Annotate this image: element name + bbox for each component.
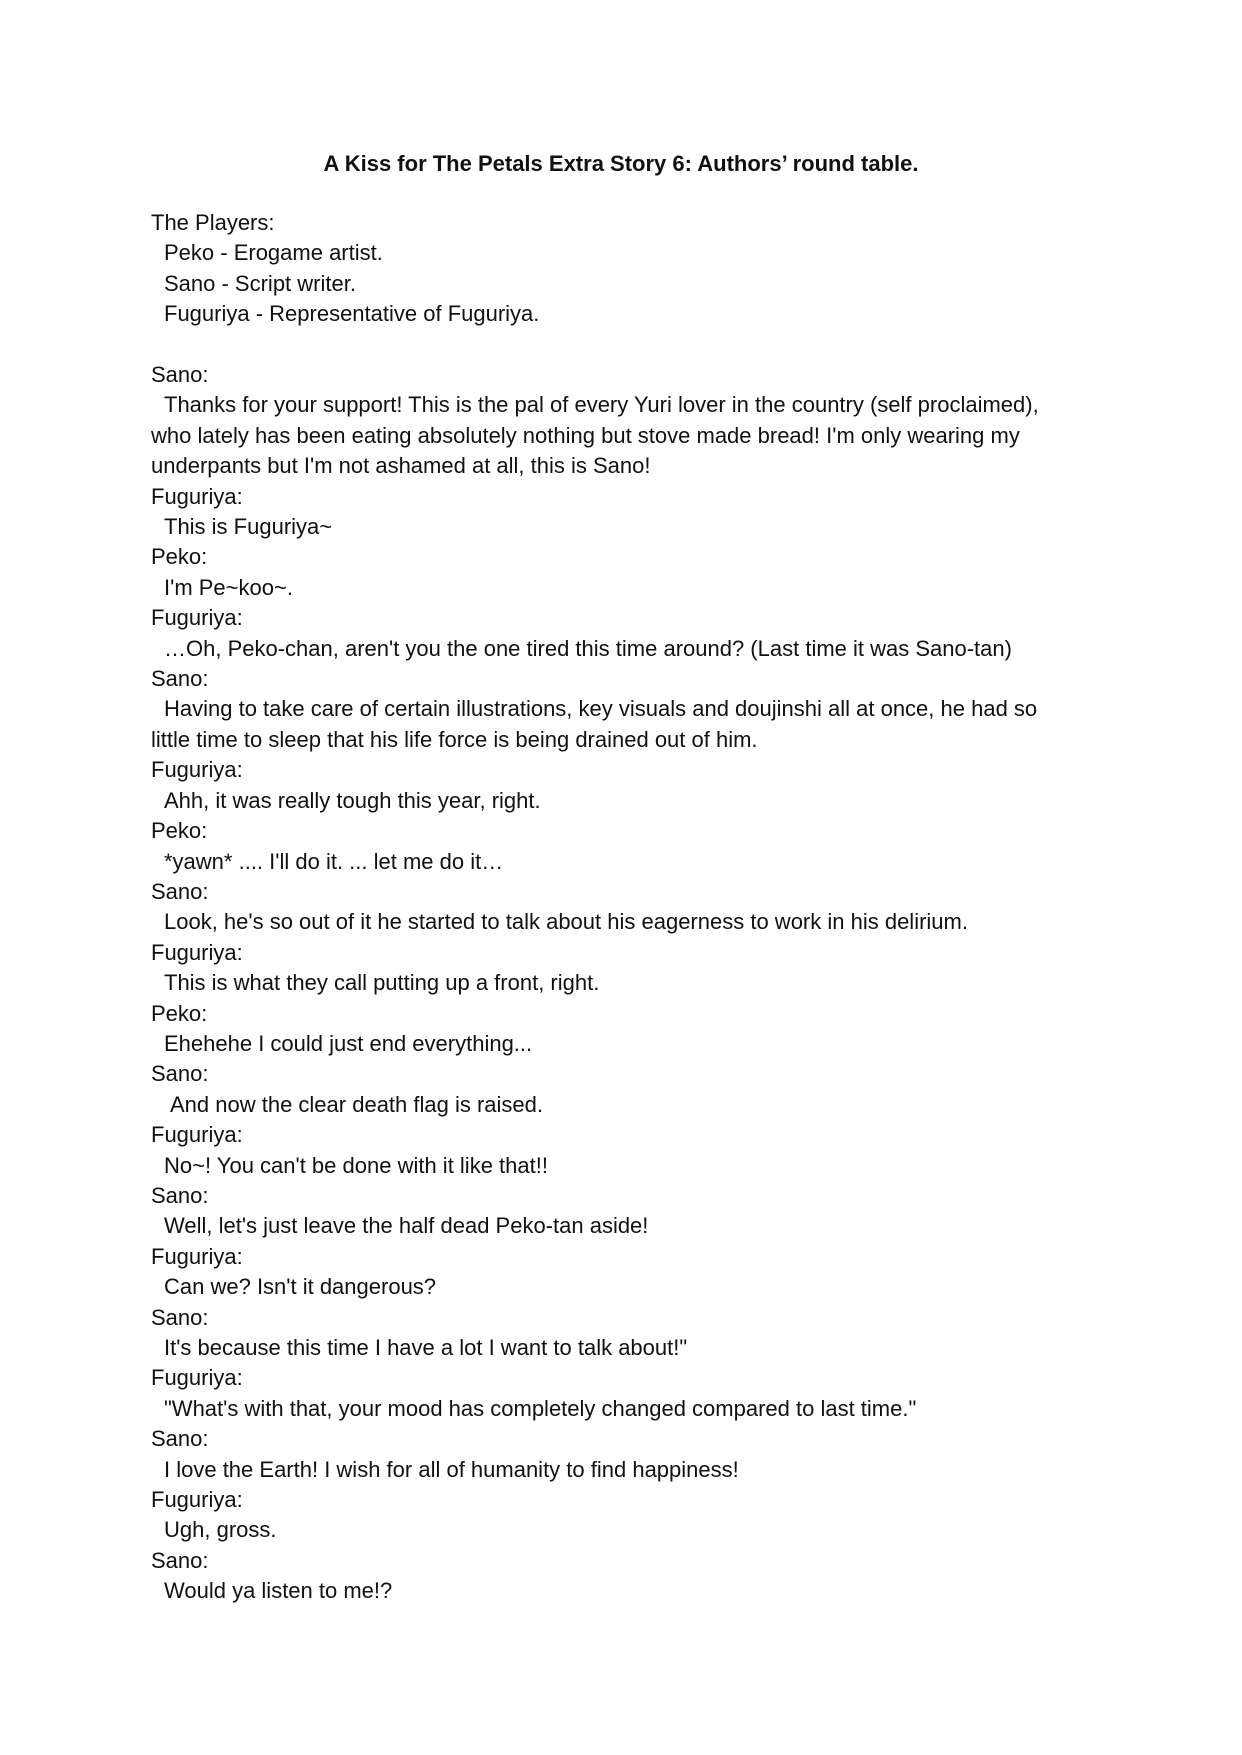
speaker-name: Sano:: [151, 1547, 209, 1573]
speaker-name: Fuguriya:: [151, 1122, 243, 1148]
speaker-name: Fuguriya:: [151, 605, 243, 631]
dialogue-line: I'm Pe~koo~.: [164, 574, 293, 600]
page-title: A Kiss for The Petals Extra Story 6: Authors’ round table.: [323, 151, 919, 176]
dialogue-section: [151, 360, 1101, 1607]
speaker-name: Sano:: [151, 1182, 209, 1208]
dialogue-line: Ugh, gross.: [164, 1517, 277, 1543]
speaker-name: Sano:: [151, 1426, 209, 1452]
player-entry: Fuguriya - Representative of Fuguriya.: [164, 301, 540, 327]
dialogue-line: little time to sleep that his life force is being drained out of him.: [151, 726, 758, 752]
speaker-name: Sano:: [151, 362, 209, 388]
dialogue-line: This is Fuguriya~: [164, 514, 333, 540]
speaker-name: Fuguriya:: [151, 483, 243, 509]
dialogue-line: Having to take care of certain illustrations, key visuals and doujinshi all at once, he had so: [164, 696, 1038, 722]
dialogue-line: "What's with that, your mood has completely changed compared to last time.": [164, 1395, 917, 1421]
paragraph-gap: [151, 330, 1101, 360]
player-entry: Peko - Erogame artist.: [164, 240, 383, 266]
dialogue-line: No~! You can't be done with it like that!!: [164, 1152, 548, 1178]
speaker-name: Fuguriya:: [151, 1487, 243, 1513]
speaker-name: Peko:: [151, 544, 208, 570]
speaker-name: Fuguriya:: [151, 1243, 243, 1269]
speaker-name: Fuguriya:: [151, 939, 243, 965]
dialogue-line: Would ya listen to me!?: [164, 1578, 393, 1604]
dialogue-line: I love the Earth! I wish for all of humanity to find happiness!: [164, 1456, 739, 1482]
dialogue-line: underpants but I'm not ashamed at all, this is Sano!: [151, 453, 651, 479]
dialogue-line: Ahh, it was really tough this year, right.: [164, 787, 541, 813]
dialogue-line: This is what they call putting up a front, right.: [164, 970, 600, 996]
speaker-name: Sano:: [151, 666, 209, 692]
dialogue-line: And now the clear death flag is raised.: [170, 1091, 544, 1117]
speaker-name: Peko:: [151, 818, 208, 844]
dialogue-line: It's because this time I have a lot I want to talk about!": [164, 1335, 688, 1361]
speaker-name: Sano:: [151, 1061, 209, 1087]
player-entry: Sano - Script writer.: [164, 270, 356, 296]
dialogue-line: Well, let's just leave the half dead Peko-tan aside!: [164, 1213, 649, 1239]
speaker-name: Sano:: [151, 1304, 209, 1330]
players-header: The Players:: [151, 210, 275, 235]
dialogue-line: Ehehehe I could just end everything...: [164, 1030, 533, 1056]
speaker-name: Fuguriya:: [151, 757, 243, 783]
dialogue-line: Can we? Isn't it dangerous?: [164, 1274, 437, 1300]
dialogue-line: who lately has been eating absolutely nothing but stove made bread! I'm only wearing my: [151, 422, 1020, 448]
speaker-name: Fuguriya:: [151, 1365, 243, 1391]
dialogue-line: Thanks for your support! This is the pal of every Yuri lover in the country (self proclaimed),: [164, 392, 1039, 418]
dialogue-line: …Oh, Peko-chan, aren't you the one tired this time around? (Last time it was Sano-tan): [164, 635, 1012, 661]
dialogue-line: *yawn* .... I'll do it. ... let me do it…: [164, 848, 504, 874]
dialogue-line: Look, he's so out of it he started to talk about his eagerness to work in his delirium.: [164, 909, 968, 935]
speaker-name: Peko:: [151, 1000, 208, 1026]
document-body: [151, 208, 1101, 1607]
speaker-name: Sano:: [151, 878, 209, 904]
